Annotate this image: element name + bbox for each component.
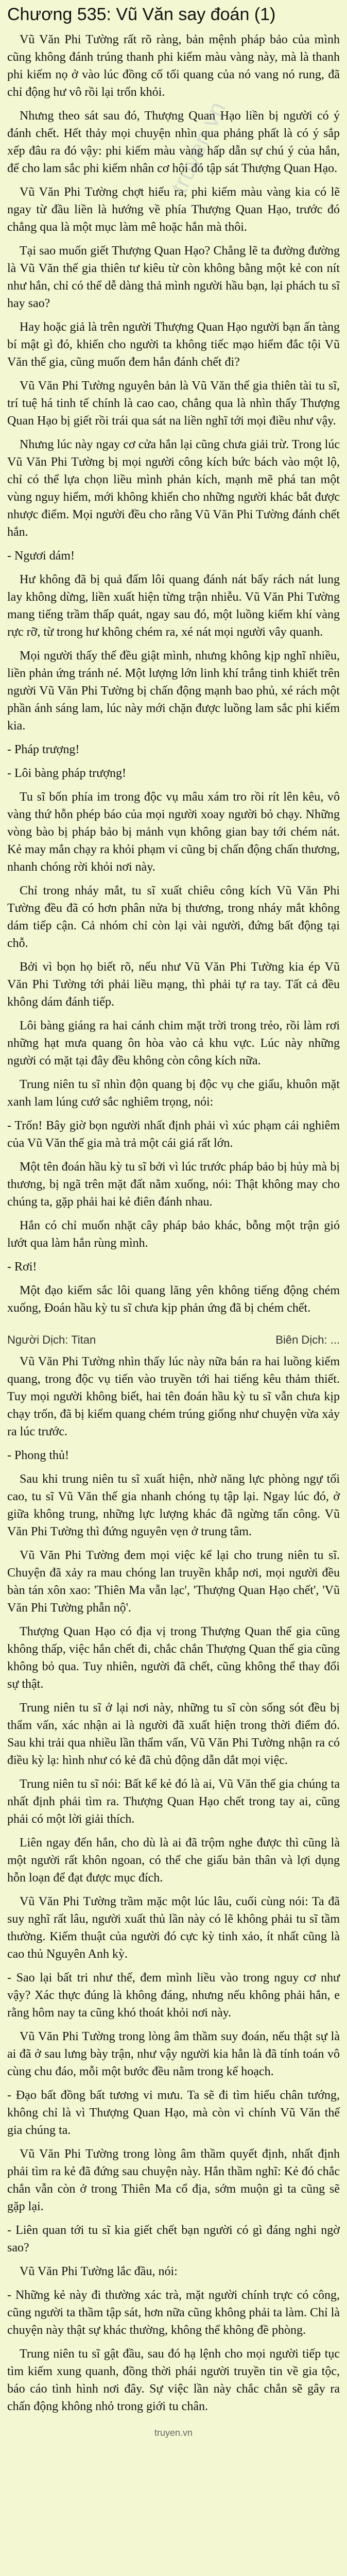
paragraph: Một đạo kiếm sắc lôi quang lăng yên không tiếng động chém xuống, Đoán hầu kỳ tu sĩ chưa kịp phản ứng đã bị chém chết. [7,1284,340,1315]
watermark: truyen.vn [165,97,231,197]
paragraph: Chỉ trong nháy mắt, tu sĩ xuất chiêu công kích Vũ Văn Phi Tường đều đã có hơn phân nửa bị thương, trong nháy mắt không dám tiếp cận. Cả nhóm chỉ còn lại vài người, đứng bất động tại chỗ. [7,884,340,950]
paragraph: Tu sĩ bốn phía im trong độc vụ mâu xám tro rồi rít lên kêu, vô vàng thứ hỗn phép báo của mọi người xoay người bỏ chạy. Những vòng bào bị pháp bảo bị mảnh vụn không gian bay tới chém nát. Kẻ may mắn chạy ra khỏi phạm vi cũng bị chấn động chấn thương, nhanh chóng rời khỏi nơi này. [7,790,340,874]
paragraph: Vũ Văn Phi Tường nhìn thấy lúc này nữa bán ra hai luồng kiếm quang, trong độc vụ tiến vào truyền tới hai tiếng kêu thảm thiết. Tuy mọi người không biết, hai tên đoán hầu kỳ tu sĩ vẫn chưa kịp chạy trốn, đã bị kiếm quang chém trúng giống như chuyện vừa xảy ra lúc trước. [7,1355,340,1438]
paragraph: Sau khi trung niên tu sĩ xuất hiện, nhờ năng lực phòng ngự tối cao, tu sĩ Vũ Văn thế gia nhanh chóng tụ tập lại. Ngay lúc đó, ở giữa không trung, những lực lượng khác đã ngừng tấn công. Vũ Văn Phi Tường thì đứng nguyên vẹn ở trung tâm. [7,1472,340,1538]
paragraph: Bởi vì bọn họ biết rõ, nếu như Vũ Văn Phi Tường kia ép Vũ Văn Phi Tường tới phải liều mạng, thì phải tự ra tay. Tất cả đều không dám đánh tiếp. [7,960,340,1009]
paragraph: Nhưng lúc này ngay cơ cửa hắn lại cũng chưa giải trừ. Trong lúc Vũ Văn Phi Tường bị mọi người công kích bức bách vào một lộ, chỉ có thể lựa chọn liều mình phản kích, mạnh mẽ phá tan một vùng nguy hiểm, mới không khiến cho những người khác bắt được nhược điểm. Mọi người đều cho rằng Vũ Văn Phi Tường đánh chết hắn. [7,438,340,539]
paragraph: Trung niên tu sĩ nhìn độn quang bị độc vụ che giấu, khuôn mặt xanh lam lúng cướ sắc nghiêm trọng, nói: [7,1078,340,1109]
paragraph: - Những kẻ này đi thường xác trà, mặt người chính trực có công, cũng người ta thầm tập sát, hơn nữa cũng không phải ta làm. Chỉ là chuyện này thật sự khác thường, không thể không đề phòng. [7,2289,340,2337]
paragraph: Vũ Văn Phi Tường trầm mặc một lúc lâu, cuối cùng nói: Ta đã suy nghĩ rất lâu, người xuất thủ lần này có lẽ không phải tu sĩ tầm thường. Kiếm thuật của người đó cực kỳ tinh xảo, ít nhất cũng là cao thủ Nguyên Anh kỳ. [7,1895,340,1961]
paragraph: Một tên đoán hầu kỳ tu sĩ bởi vì lúc trước pháp bảo bị hủy mà bị thương, bị ngã trên mặt đất nằm xuống, nói: Thật không may cho chúng ta, gặp phải hai kẻ điên đánh nhau. [7,1160,340,1209]
footer-note: truyen.vn [154,2428,193,2438]
paragraph: Tại sao muốn giết Thượng Quan Hạo? Chẳng lẽ ta đường đường là Vũ Văn thế gia thiên tư kiêu từ còn không bằng một kẻ con nít như hắn, chỉ có thể dễ dàng thả mình người hầu bạn, lại phách tu sĩ hay sao? [7,244,340,310]
paragraph: Trung niên tu sĩ gật đầu, sau đó hạ lệnh cho mọi người tiếp tục tìm kiếm xung quanh, đồng thời phái người truyền tin về gia tộc, báo cáo tình hình nơi đây. Sự việc lần này chắc chắn sẽ gây ra chấn động không nhỏ trong giới tu chân. [7,2347,340,2413]
paragraph: Trung niên tu sĩ ở lại nơi này, những tu sĩ còn sống sót đều bị thẩm vấn, xác nhận ai là người đã xuất hiện trong thời điểm đó. Sau khi trải qua nhiều lần thẩm vấn, Vũ Văn Phi Tường nhận ra có điều kỳ lạ: hình như có kẻ đã chủ động dẫn dắt mọi việc. [7,1701,340,1767]
paragraph: Hắn có chỉ muốn nhặt cây pháp bảo khác, bỗng một trận gió lướt qua làm hắn rùng mình. [7,1219,340,1250]
paragraph: Nhưng theo sát sau đó, Thượng Quan Hạo liền bị người có ý đánh chết. Hết thảy mọi chuyện nhìn qua phảng phất là có ý sắp xếp đâu ra đó vậy: phi kiếm màu vàng hấp dẫn sự chú ý của hắn, để cho lam sắc phi kiếm nhân cơ hội đó tập sát Thượng Quan Hạo. [7,109,340,175]
paragraph: Vũ Văn Phi Tường lắc đầu, nói: [20,2265,178,2278]
chapter-content-continued [7,1353,340,2415]
paragraph: - Pháp trượng! [7,743,80,756]
paragraph: - Rơi! [7,1260,37,1274]
paragraph: Vũ Văn Phi Tường trong lòng âm thầm quyết định, nhất định phải tìm ra kẻ đã đứng sau chuyện này. Hắn thầm nghĩ: Kẻ đó chắc chắn vẫn còn ở trong Thiên Ma cổ địa, sớm muộn gì ta cũng sẽ gặp lại. [7,2147,340,2213]
paragraph: Trung niên tu sĩ nói: Bất kể kẻ đó là ai, Vũ Văn thế gia chúng ta nhất định phải tìm ra. Thượng Quan Hạo chết trong tay ai, cũng phải có một lời giải thích. [7,1777,340,1826]
paragraph: - Trốn! Bây giờ bọn người nhất định phải vì xúc phạm cái nghiêm của Vũ Văn thế gia mà trả một cái giá rất lớn. [7,1119,340,1150]
paragraph: - Phong thủ! [7,1449,69,1462]
editor-label: Biên Dịch: ... [275,1333,340,1346]
paragraph: Vũ Văn Phi Tường đem mọi việc kể lại cho trung niên tu sĩ. Chuyện đã xảy ra mau chóng lan truyền khắp nơi, mọi người đều bàn tán xôn xao: 'Thiên Ma vẫn lạc', 'Thượng Quan Hạo chết', 'Vũ Văn Phi Tường phẫn nộ'. [7,1549,340,1615]
paragraph: Hư không đã bị quả đấm lôi quang đánh nát bấy rách nát lung lay không dừng, liền xuất hiện từng trận nhiễu. Vũ Văn Phi Tường mang tiếng trầm thấp quát, ngay sau đó, một luồng kiếm khí vàng rực rỡ, từ trong hư không chém ra, xé nát mọi người vây quanh. [7,573,340,639]
paragraph: Liên ngay đến hắn, cho dù là ai đã trộm nghe được thì cũng là một người rất khôn ngoan, có thể che giấu bản thân và lợi dụng hỗn loạn để đạt được mục đích. [7,1836,340,1885]
paragraph: - Lôi bàng pháp trượng! [7,767,126,780]
credits [7,1332,340,1348]
paragraph: Thượng Quan Hạo có địa vị trong Thượng Quan thế gia cũng không thấp, việc hắn chết đi, chắc chắn Thượng Quan thế gia cũng không bỏ qua. Tuy nhiên, người đã chết, cũng không thể thay đổi sự thật. [7,1625,340,1691]
chapter-content [7,31,340,1317]
paragraph: - Đạo bất đồng bất tương vi mưu. Ta sẽ đi tìm hiểu chân tướng, không chỉ là vì Thượng Quan Hạo, mà còn vì chính Vũ Văn thế gia chúng ta. [7,2089,340,2137]
chapter-title: Chương 535: Vũ Văn say đoán (1) [7,5,276,24]
translator-label: Người Dịch: Titan [7,1333,96,1346]
paragraph: - Liên quan tới tu sĩ kia giết chết bạn người có gì đáng nghi ngờ sao? [7,2224,340,2255]
paragraph: - Ngươi dám! [7,549,75,563]
paragraph: Vũ Văn Phi Tường rất rõ ràng, bản mệnh pháp bảo của mình cũng không đánh trúng thanh phi kiếm màu vàng này, mà là thanh phi kiếm nọ ở vào lúc đồng cố tối quang của nó vang nó rung, đã chỉ động hư vô rồi lại trốn khỏi. [7,33,340,99]
paragraph: - Sao lại bất tri như thế, đem mình liều vào trong nguy cơ như vậy? Xác thực đúng là không đáng, nhưng nếu không phải hắn, e rằng hôm nay ta cũng khó thoát khỏi nơi này. [7,1971,340,2020]
paragraph: Mọi người thấy thế đều giật mình, nhưng không kịp nghĩ nhiều, liền phản ứng tránh né. Một lượng lớn linh khí trắng tinh khiết trên người Vũ Văn Phi Tường bị chấn động mạnh bao phủ, xé rách một phần ánh sáng lam, lúc này mới chặn được luồng lam sắc phi kiếm kia. [7,649,340,733]
paragraph: Hay hoặc giả là trên người Thượng Quan Hạo người bạn ấn tàng bí mật gì đó, khiến cho người ta không tiếc mạo hiểm đắc tội Vũ Văn thế gia, cũng muốn đem hắn đánh chết đi? [7,320,340,369]
paragraph: Vũ Văn Phi Tường trong lòng âm thầm suy đoán, nếu thật sự là ai đã ở sau lưng bày trận, như vậy người kia hẳn là đã tính toán vô cùng chu đáo, mỗi một bước đều nằm trong kế hoạch. [7,2030,340,2078]
paragraph: Lôi bàng giáng ra hai cánh chim mặt trời trong trẻo, rồi làm rơi những hạt mưa quang ôn hòa vào cả khu vực. Lúc này những người có mặt tại đây đều không còn công kích nữa. [7,1019,340,1067]
paragraph: Vũ Văn Phi Tường nguyên bản là Vũ Văn thế gia thiên tài tu sĩ, trí tuệ há tinh tế chính là cao cao, chẳng qua là nhìn thấy Thượng Quan Hạo bị giết rồi trái qua sát na liền nghĩ tới mọi điều như vậy. [7,379,340,428]
paragraph: Vũ Văn Phi Tường chợt hiểu ra, phi kiếm màu vàng kia có lẽ ngay từ đầu liền là hướng về phía Thượng Quan Hạo, trước đó chẳng qua là một mục làm mê hoặc hắn mà thôi. [7,185,340,234]
